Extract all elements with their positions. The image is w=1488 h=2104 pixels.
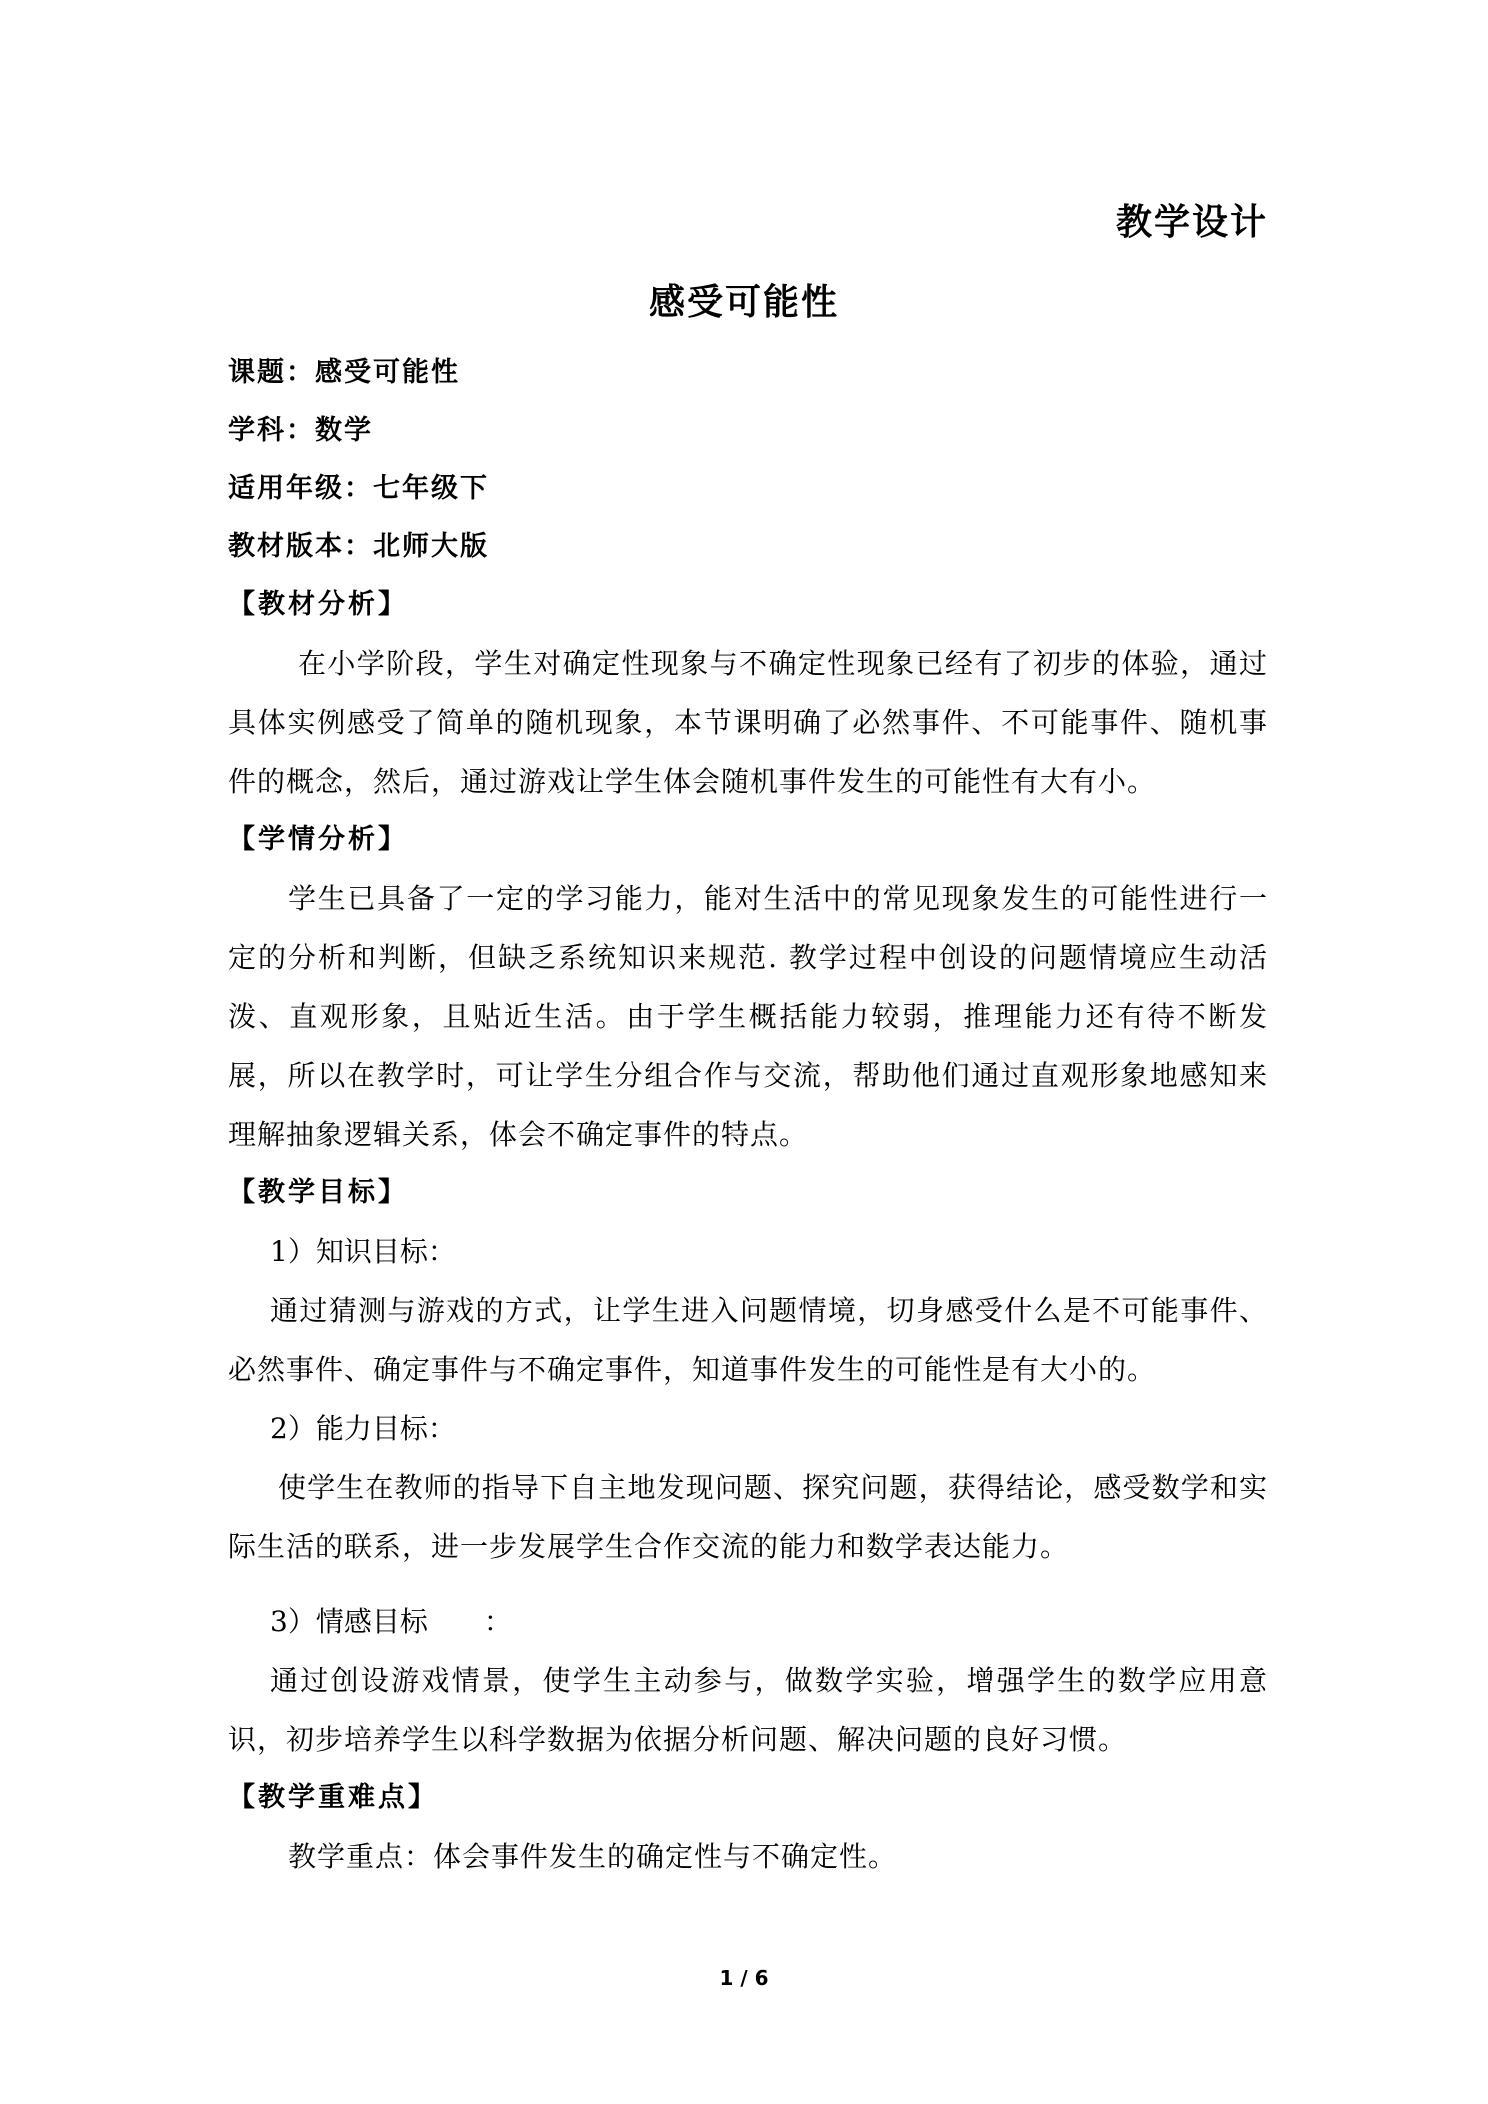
emotion-objective-text: 通过创设游戏情景，使学生主动参与，做数学实验，增强学生的数学应用意识，初步培养学生以科学数据为依据分析问题、解决问题的良好习惯。 bbox=[228, 1664, 1268, 1756]
doc-type-header: 教学设计 bbox=[1115, 202, 1268, 243]
meta-textbook: 教材版本：北师大版 bbox=[228, 531, 489, 562]
key-points-text: 教学重点：体会事件发生的确定性与不确定性。 bbox=[288, 1840, 898, 1873]
document-body bbox=[228, 344, 1268, 1886]
page-number: 1 / 6 bbox=[719, 1966, 769, 1990]
section-heading-students: 【学情分析】 bbox=[228, 824, 408, 855]
student-analysis-text: 学生已具备了一定的学习能力，能对生活中的常见现象发生的可能性进行一定的分析和判断，但缺乏系统知识来规范. 教学过程中创设的问题情境应生动活泼、直观形象，且贴近生活。由于学生概括能力较弱，推理能力还有待不断发展，所以在教学时，可让学生分组合作与交流，帮助他们通过直观形象地感知来理解抽象逻辑关系，体会不确定事件的特点。 bbox=[228, 882, 1268, 1151]
meta-subject: 学科：数学 bbox=[228, 415, 373, 446]
ability-objective-text: 使学生在教师的指导下自主地发现问题、探究问题，获得结论，感受数学和实际生活的联系，进一步发展学生合作交流的能力和数学表达能力。 bbox=[228, 1471, 1268, 1563]
page-title: 感受可能性 bbox=[648, 282, 839, 323]
ability-objective-label: 2）能力目标： bbox=[270, 1412, 456, 1445]
material-analysis-text: 在小学阶段，学生对确定性现象与不确定性现象已经有了初步的体验，通过具体实例感受了简单的随机现象，本节课明确了必然事件、不可能事件、随机事件的概念，然后，通过游戏让学生体会随机事件发生的可能性有大有小。 bbox=[228, 647, 1268, 798]
emotion-objective-label: 3）情感目标 ： bbox=[270, 1605, 512, 1638]
knowledge-objective-text: 通过猜测与游戏的方式，让学生进入问题情境，切身感受什么是不可能事件、必然事件、确定事件与不确定事件，知道事件发生的可能性是有大小的。 bbox=[228, 1294, 1268, 1386]
section-heading-key-points: 【教学重难点】 bbox=[228, 1782, 438, 1813]
meta-topic: 课题：感受可能性 bbox=[228, 357, 460, 388]
meta-grade: 适用年级：七年级下 bbox=[228, 473, 489, 504]
spacer bbox=[228, 1576, 1268, 1592]
section-heading-objectives: 【教学目标】 bbox=[228, 1177, 408, 1208]
section-heading-material: 【教材分析】 bbox=[228, 589, 408, 620]
knowledge-objective-label: 1）知识目标： bbox=[270, 1235, 456, 1268]
